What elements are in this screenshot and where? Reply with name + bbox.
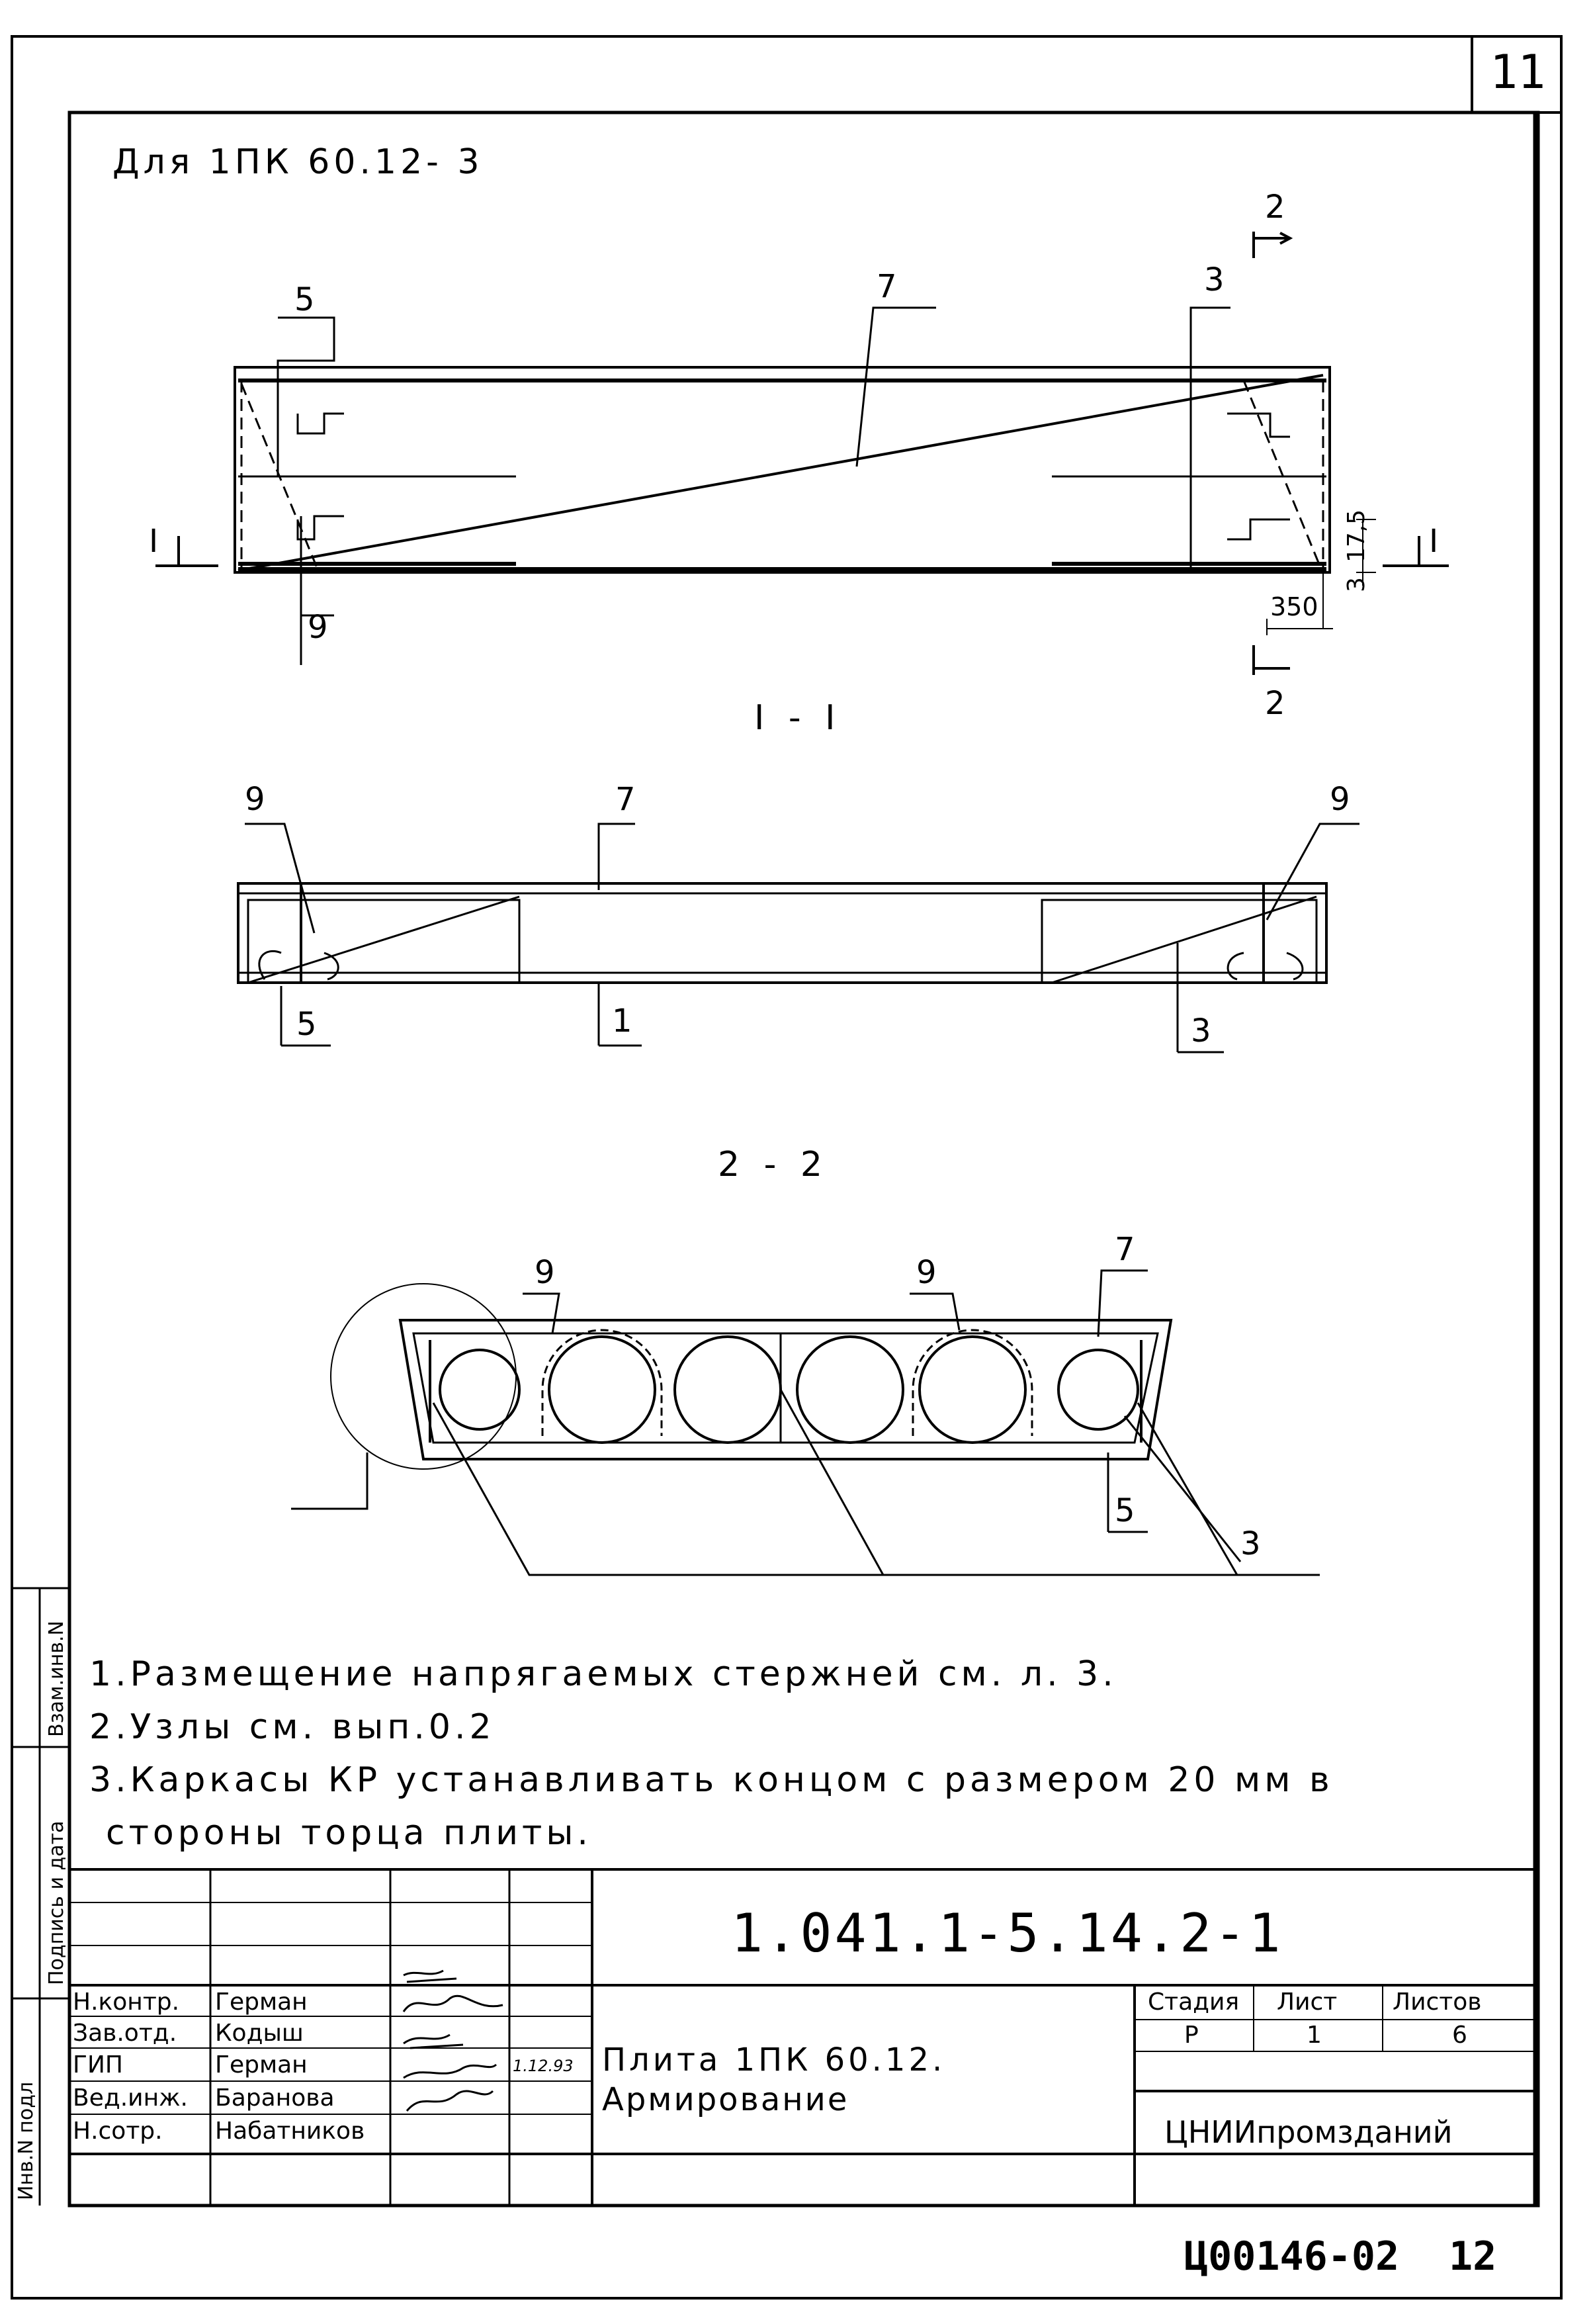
archive-stamp: Ц00146-02 [1184, 2233, 1400, 2280]
s2-callout-3: 3 [1240, 1525, 1261, 1562]
role-ved-inzh: Вед.инж. [73, 2084, 188, 2112]
s2-callout-5: 5 [1115, 1492, 1135, 1529]
s1-callout-9-left: 9 [245, 781, 265, 818]
sign-date: 1.12.93 [513, 2057, 574, 2075]
plan-callout-9: 9 [308, 609, 328, 646]
note-3-cont: стороны торца плиты. [106, 1813, 592, 1853]
plan-callout-3: 3 [1204, 261, 1225, 298]
name-3: Герман [215, 2051, 308, 2078]
s2-callout-7: 7 [1115, 1231, 1135, 1268]
dim-17-5: 17,5 [1343, 509, 1370, 562]
note-3: 3.Каркасы КР устанавливать концом с размером 20 мм в [89, 1760, 1334, 1800]
sheets-value: 6 [1452, 2022, 1467, 2049]
role-zav-otd: Зав.отд. [73, 2020, 177, 2047]
title-line-2: Армирование [602, 2081, 849, 2118]
signatures [404, 1971, 503, 2111]
role-n-sotr: Н.сотр. [73, 2118, 163, 2145]
side-label-inv: Инв.N подл [15, 2081, 38, 2200]
section-mark-I-right: I [1429, 523, 1439, 560]
sheet-header: Лист [1277, 1989, 1338, 2016]
section-mark-2-bottom: 2 [1265, 685, 1285, 722]
note-1: 1.Размещение напрягаемых стержней см. л. 3. [89, 1654, 1117, 1694]
s2-callout-9-b: 9 [916, 1254, 937, 1291]
section-mark-2-top: 2 [1265, 189, 1285, 226]
section-2-title: 2 - 2 [718, 1145, 829, 1184]
sheet-number: 11 [1490, 45, 1546, 99]
role-n-kontr: Н.контр. [73, 1989, 180, 2016]
section-mark-I-left: I [149, 523, 159, 560]
stage-value: Р [1184, 2022, 1199, 2049]
name-2: Кодыш [215, 2020, 304, 2047]
s1-callout-7: 7 [615, 781, 636, 818]
section-2-view [291, 1271, 1320, 1575]
organization: ЦНИИпромзданий [1164, 2114, 1453, 2150]
stage-header: Стадия [1148, 1989, 1240, 2016]
header-text: Для 1ПК 60.12- 3 [112, 142, 484, 182]
side-label-podpis: Подпись и дата [45, 1820, 68, 1985]
plan-view [155, 232, 1449, 675]
dim-3: 3 [1343, 577, 1370, 592]
plan-callout-7: 7 [877, 268, 897, 305]
archive-stamp-page: 12 [1449, 2233, 1497, 2280]
s2-callout-9-a: 9 [535, 1254, 555, 1291]
title-line-1: Плита 1ПК 60.12. [602, 2041, 946, 2078]
role-gip: ГИП [73, 2051, 123, 2078]
s1-callout-1: 1 [612, 1003, 632, 1040]
s1-callout-3: 3 [1191, 1012, 1211, 1050]
sheets-header: Листов [1393, 1989, 1482, 2016]
doc-code: 1.041.1-5.14.2-1 [731, 1902, 1283, 1964]
name-5: Набатников [215, 2118, 365, 2145]
plan-callout-5: 5 [294, 281, 315, 318]
section-1-title: I - I [754, 698, 842, 738]
side-label-vzam: Взам.инв.N [45, 1621, 68, 1737]
dim-350: 350 [1270, 592, 1318, 621]
name-1: Герман [215, 1989, 308, 2016]
s1-callout-9-right: 9 [1330, 781, 1350, 818]
note-2: 2.Узлы см. вып.0.2 [89, 1707, 496, 1747]
s1-callout-5: 5 [296, 1006, 317, 1043]
sheet-value: 1 [1307, 2022, 1322, 2049]
name-4: Баранова [215, 2084, 335, 2112]
